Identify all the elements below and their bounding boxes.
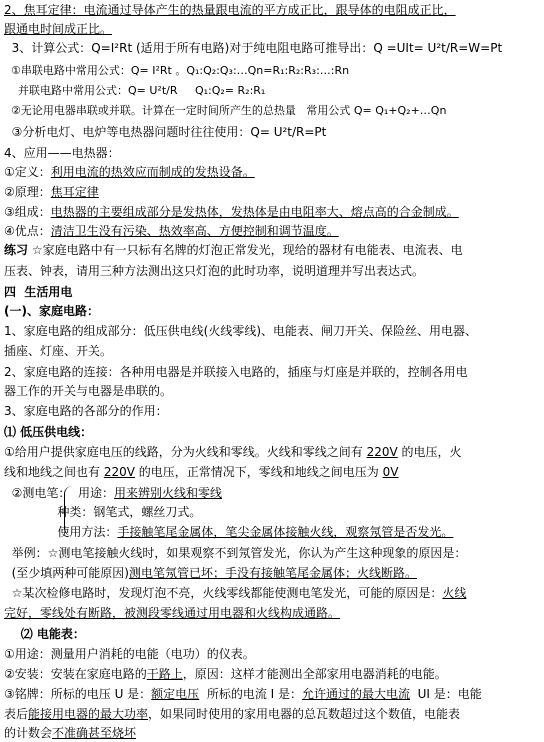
underlined-answer: 焦耳定律 [50, 185, 99, 199]
text-line [4, 646, 255, 662]
underlined-answer: 额定电压 [151, 687, 200, 701]
text-line [4, 605, 340, 621]
text-span: ②无论用电器串联或并联。计算在一定时间所产生的总热量 常用公式 Q= Q₁+Q₂+…Qn [4, 104, 447, 117]
text-line [4, 145, 120, 161]
text-line [4, 545, 466, 561]
bold-text: (一)、家庭电路： [4, 304, 99, 318]
text-line [4, 223, 339, 239]
text-line [4, 242, 463, 258]
bold-text: 四 生活用电 [4, 285, 73, 299]
text-span: 举例：☆测电笔接触火线时，如果观察不到氖管发光，你认为产生这种现象的原因是： [4, 546, 467, 560]
text-span: 表后 [4, 707, 29, 721]
text-span: UI 是：电能 [410, 687, 482, 701]
text-line [4, 323, 477, 339]
text-span: ，如果同时使用的家用电器的总瓦数超过这个数值，电能表 [148, 707, 461, 721]
text-line [4, 124, 326, 140]
text-span: 的电压，火 [397, 445, 462, 459]
underlined-answer: 完好，零线处有断路，被测段零线通过用电器和火线构成通路。 [4, 606, 341, 620]
underlined-answer: 不准确甚至烧坏 [52, 726, 137, 740]
text-span: ☆家庭电路中有一只标有名牌的灯泡正常发光，现给的器材有电能表、电流表、电 [28, 243, 463, 257]
text-span: 3、家庭电路的各部分的作用： [4, 404, 168, 418]
text-span: ①给用户提供家庭电压的线路，分为火线和零线。火线和零线之间有 [4, 445, 367, 459]
text-line [4, 403, 168, 419]
text-span: 并联电路中常用公式：Q= U²t/R Q₁:Q₂= R₂:R₁ [4, 84, 266, 97]
text-line [4, 184, 99, 200]
underlined-answer: 干路上 [146, 667, 183, 681]
underlined-answer: 测电笔氖管已坏；手没有接触笔尾金属体；火线断路。 [129, 566, 418, 580]
text-line [4, 263, 424, 279]
text-line [4, 83, 265, 99]
underlined-answer: 跟通电时间成正比。 [4, 22, 113, 36]
section-heading [4, 284, 72, 300]
underlined-answer: 手接触笔尾金属体，笔尖金属体接触火线，观察氖管是否发光。 [117, 525, 454, 539]
text-line [4, 666, 447, 682]
text-span: ，原因：这样才能测出全部家用电器消耗的电能。 [182, 667, 447, 681]
underlined-answer: 电热器的主要组成部分是发热体，发热体是由电阻率大、熔点高的合金制成。 [50, 205, 459, 219]
text-span: 的计数会 [4, 726, 53, 740]
text-line [4, 63, 349, 79]
text-line [4, 706, 460, 722]
text-span: 压表、钟表，请用三种方法测出这只灯泡的此时功率，说明道理并写出表达式。 [4, 264, 425, 278]
text-span: ①定义： [4, 165, 51, 179]
text-span: 种类：钢笔式，螺丝刀式。 [4, 505, 202, 519]
subsection-heading [4, 303, 99, 319]
underlined-answer: 2、焦耳定律：电流通过导体产生的热量跟电流的平方成正比，跟导体的电阻成正比， [4, 3, 456, 17]
text-span: ①串联电路中常用公式：Q= I²Rt 。Q₁:Q₂:Q₃:…Qn=R₁:R₂:R₃:…:Rn [4, 64, 350, 77]
text-span: ☆某次检修电路时，发现灯泡不亮，火线零线都能使测电笔发光，可能的原因是： [4, 586, 443, 600]
text-line [4, 725, 136, 741]
text-span: 所标的电流 I 是： [199, 687, 302, 701]
text-span: ②原理： [4, 185, 51, 199]
text-line [4, 585, 466, 601]
text-line [4, 2, 456, 18]
text-line [4, 565, 417, 581]
underlined-answer: 220V [366, 445, 398, 459]
text-span: ②安装：安装在家庭电路的 [4, 667, 147, 681]
underlined-answer: 0V [382, 465, 399, 479]
text-span: ②测电笔： 用途： [4, 486, 115, 500]
text-span: ③铭牌：所标的电压 U 是： [4, 687, 152, 701]
text-line [4, 21, 112, 37]
text-span: 器工作的开关与电器是串联的。 [4, 384, 173, 398]
text-span: 2、家庭电路的连接：各种用电器是并联接入电路的，插座与灯座是并联的，控制各用电 [4, 365, 468, 379]
text-line [4, 485, 222, 501]
text-span: 线和地线之间也有 [4, 465, 104, 479]
text-line [4, 686, 482, 702]
text-span: 3、计算公式：Q=I²Rt (适用于所有电路)对于纯电阻电路可推导出：Q =UIt= U²t/R=W=Pt [4, 41, 503, 55]
text-line [4, 103, 446, 119]
underlined-answer: 220V [103, 465, 135, 479]
text-span: 使用方法： [4, 525, 118, 539]
text-span: ③分析电灯、电炉等电热器问题时往往使用：Q= U²t/R=Pt [4, 125, 327, 139]
text-line [4, 364, 468, 380]
text-line [4, 343, 112, 359]
underlined-answer: 能接用电器的最大功率 [28, 707, 149, 721]
underlined-answer: 清洁卫生没有污染、热效率高、方便控制和调节温度。 [50, 224, 339, 238]
bold-text: ⑴ 低压供电线： [4, 425, 93, 439]
text-span: ③组成： [4, 205, 51, 219]
bold-text: 练习 [4, 243, 29, 257]
text-line [4, 444, 462, 460]
text-span: 1、家庭电路的组成部分：低压供电线(火线零线)、电能表、闸刀开关、保险丝、用电器、 [4, 324, 478, 338]
text-span: 插座、灯座、开关。 [4, 344, 113, 358]
text-line [4, 383, 172, 399]
brace-bracket [64, 486, 75, 536]
text-span: ④优点： [4, 224, 51, 238]
underlined-answer: 利用电流的热效应而制成的发热设备。 [50, 165, 255, 179]
text-span: 4、应用——电热器： [4, 146, 120, 160]
text-line [4, 504, 201, 520]
text-span: (至少填两种可能原因) [4, 566, 129, 580]
text-line [4, 40, 502, 56]
underlined-answer: 允许通过的最大电流 [302, 687, 411, 701]
text-line [4, 464, 398, 480]
text-span: 的电压，正常情况下，零线和地线之间电压为 [134, 465, 383, 479]
subsection-heading [4, 626, 85, 642]
text-line [4, 204, 459, 220]
text-span: ①用途：测量用户消耗的电能（电功）的仪表。 [4, 647, 255, 661]
underlined-answer: 火线 [442, 586, 467, 600]
bold-text: ⑵ 电能表： [4, 627, 85, 641]
text-line [4, 164, 255, 180]
subsection-heading [4, 424, 92, 440]
underlined-answer: 用来辨别火线和零线 [114, 486, 223, 500]
